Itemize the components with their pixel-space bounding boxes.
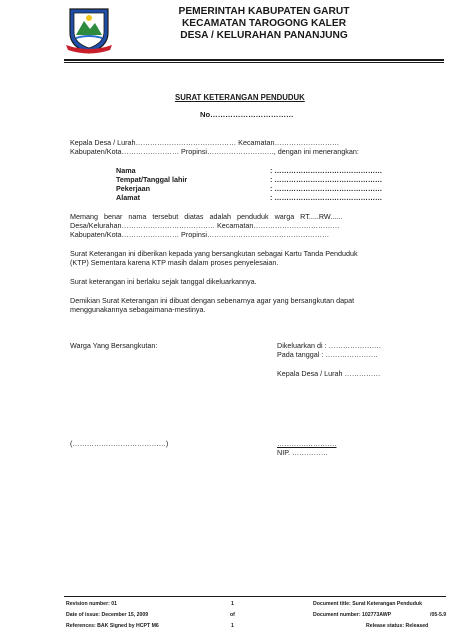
footer-doc-title: Document title: Surat Keterangan Penduduk [313, 601, 422, 607]
field-value-nama: : ……………………………………… [270, 166, 383, 175]
field-value-pekerjaan: : ……………………………………… [270, 184, 383, 193]
issued-at: Dikeluarkan di : …………………. [277, 341, 381, 350]
nip: NIP. …………… [277, 448, 328, 457]
intro-line-2: Kabupaten/Kota…………………… Propinsi………………………., dengan ini menerangkan: [70, 147, 359, 156]
field-label-ttl: Tempat/Tanggal lahir [116, 175, 188, 184]
para2-line-2: (KTP) Sementara karena KTP masih dalam proses penyelesaian. [70, 258, 279, 267]
field-label-pekerjaan: Pekerjaan [116, 184, 150, 193]
footer-doc-number: Document number: 102773AWP [313, 612, 392, 618]
para4-line-2: menggunakannya sebagaimana-mestinya. [70, 305, 206, 314]
header-line-2: KECAMATAN TAROGONG KALER [181, 18, 347, 29]
footer-of: of [230, 612, 235, 618]
header-rule-thick [64, 59, 444, 61]
footer-references: References: BAK Signed by HCPT M6 [66, 623, 159, 629]
letter-number: No…………………………… [200, 110, 294, 119]
intro-line-1: Kepala Desa / Lurah…………………………………… Kecamatan……………………… [70, 138, 340, 147]
para1-line-2: Desa/Kelurahan………………………………… Kecamatan……………………………… [70, 221, 340, 230]
footer-page-total: 1 [231, 623, 234, 629]
para1-line-1: Memang benar nama tersebut diatas adalah penduduk warga RT.....RW...... [70, 212, 343, 221]
para2-line-1: Surat Keterangan ini diberikan kepada yang bersangkutan sebagai Kartu Tanda Penduduk [70, 249, 358, 258]
footer-release-status: Release status: Released [366, 623, 429, 629]
warga-label: Warga Yang Bersangkutan: [70, 341, 158, 350]
header-line-1: PEMERINTAH KABUPATEN GARUT [178, 6, 350, 17]
footer-date-issue: Date of issue: December 15, 2009 [66, 612, 149, 618]
para3: Surat keterangan ini berlaku sejak tanggal dikeluarkannya. [70, 277, 257, 286]
header-rule-thin [64, 62, 444, 63]
signature-right-line: ……………………. [277, 439, 337, 448]
header-line-3: DESA / KELURAHAN PANANJUNG [180, 30, 348, 41]
para1-line-3: Kabupaten/Kota…………………… Propinsi…………………………………………… [70, 230, 330, 239]
kepala-desa-label: Kepala Desa / Lurah …………… [277, 369, 381, 378]
field-value-ttl: : ……………………………………… [270, 175, 383, 184]
letter-title: SURAT KETERANGAN PENDUDUK [175, 93, 305, 102]
footer-doc-code: /05-5.9 [430, 612, 447, 618]
footer-page-number: 1 [231, 601, 234, 607]
footer-rule [64, 596, 446, 597]
issued-date: Pada tanggal : …………………. [277, 350, 378, 359]
garut-regency-logo [64, 3, 114, 55]
para4-line-1: Demikian Surat Keterangan ini dibuat dengan sebenarnya agar yang bersangkutan dapat [70, 296, 355, 305]
footer-revision: Revision number: 01 [66, 601, 118, 607]
signature-left: (…………………………………) [70, 439, 169, 448]
field-label-alamat: Alamat [116, 193, 140, 202]
field-value-alamat: : ……………………………………… [270, 193, 383, 202]
field-label-nama: Nama [116, 166, 136, 175]
